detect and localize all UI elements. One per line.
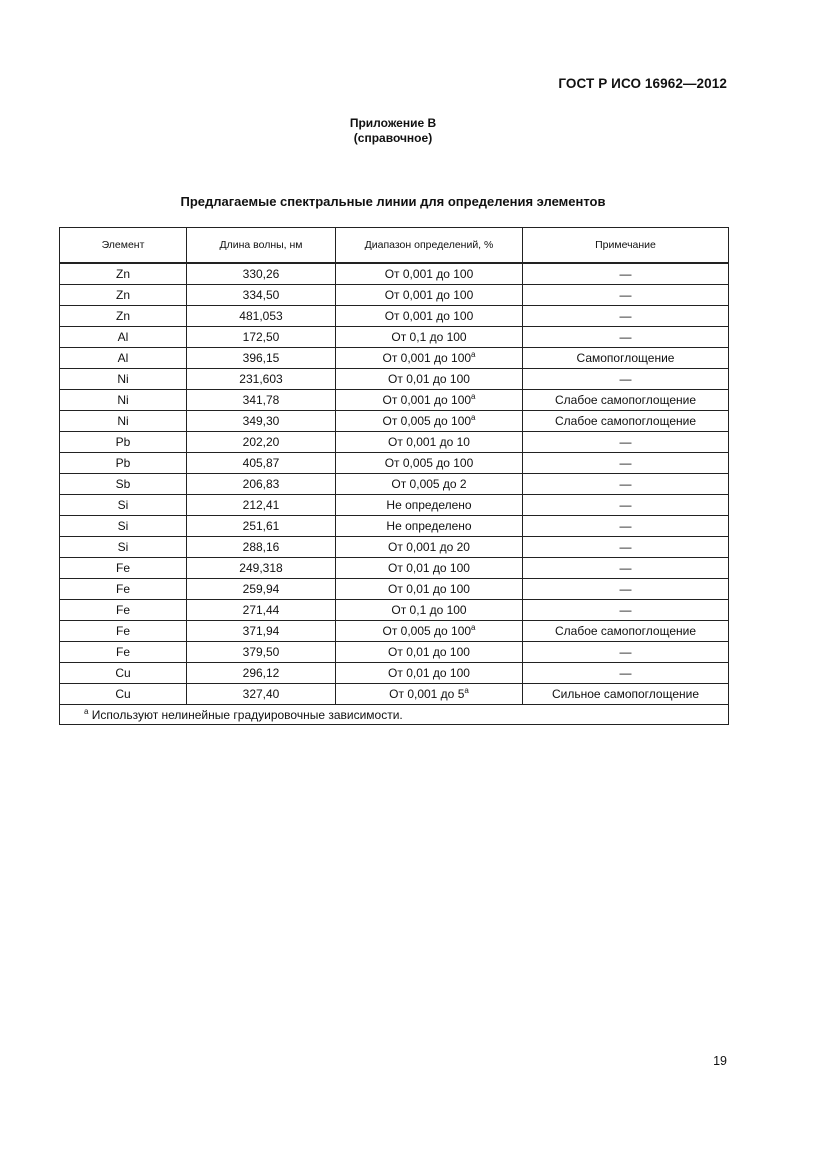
cell-element-value: Zn xyxy=(115,309,130,323)
cell-note xyxy=(523,263,729,285)
cell-wavelength xyxy=(187,663,336,684)
cell-range-value: От 0,001 до 100 xyxy=(384,309,474,323)
cell-range xyxy=(336,474,523,495)
table-row xyxy=(60,621,729,642)
cell-range xyxy=(336,327,523,348)
cell-range-value: От 0,001 до 100 xyxy=(384,288,474,302)
table-row xyxy=(60,558,729,579)
table-row xyxy=(60,411,729,432)
cell-note xyxy=(523,327,729,348)
cell-wavelength-value: 259,94 xyxy=(242,582,280,596)
table-row xyxy=(60,537,729,558)
cell-note-value: Слабое самопоглощение xyxy=(554,624,696,638)
cell-range-value: От 0,001 до 10 xyxy=(388,435,470,449)
cell-element xyxy=(60,495,187,516)
cell-range-value: От 0,005 до 2 xyxy=(391,477,467,491)
cell-range xyxy=(336,411,523,432)
cell-range-value: Не определено xyxy=(386,519,472,533)
cell-note xyxy=(523,474,729,495)
cell-range-value: От 0,005 до 100 xyxy=(382,624,472,638)
cell-wavelength-value: 231,603 xyxy=(239,372,283,386)
cell-element-value: Zn xyxy=(115,288,130,302)
footnote-ref-marker: a xyxy=(464,686,469,695)
table-row xyxy=(60,642,729,663)
cell-element xyxy=(60,600,187,621)
cell-wavelength-value: 296,12 xyxy=(242,666,280,680)
table-row xyxy=(60,263,729,285)
table-row xyxy=(60,432,729,453)
table-row xyxy=(60,684,729,705)
cell-element-value: Fe xyxy=(115,645,130,659)
cell-note xyxy=(523,285,729,306)
cell-note xyxy=(523,369,729,390)
cell-range xyxy=(336,516,523,537)
cell-element xyxy=(60,537,187,558)
cell-wavelength-value: 202,20 xyxy=(242,435,280,449)
cell-element-value: Al xyxy=(117,351,129,365)
cell-range xyxy=(336,663,523,684)
cell-element-value: Fe xyxy=(115,561,130,575)
cell-range-value: От 0,1 до 100 xyxy=(391,330,467,344)
cell-note xyxy=(523,579,729,600)
cell-element-value: Cu xyxy=(115,687,131,701)
table-body xyxy=(60,263,729,705)
cell-note-value: — xyxy=(619,666,632,680)
cell-note-value: — xyxy=(619,645,632,659)
cell-wavelength-value: 327,40 xyxy=(242,687,280,701)
cell-range xyxy=(336,537,523,558)
cell-element-value: Si xyxy=(117,519,129,533)
cell-element xyxy=(60,390,187,411)
cell-wavelength xyxy=(187,474,336,495)
table-row xyxy=(60,348,729,369)
cell-range xyxy=(336,285,523,306)
cell-range xyxy=(336,306,523,327)
table-row xyxy=(60,390,729,411)
cell-note xyxy=(523,432,729,453)
cell-element xyxy=(60,684,187,705)
cell-element xyxy=(60,474,187,495)
cell-element xyxy=(60,621,187,642)
footnote-ref-marker: a xyxy=(471,392,476,401)
cell-wavelength-value: 330,26 xyxy=(242,267,280,281)
cell-range xyxy=(336,600,523,621)
footnote-ref-marker: a xyxy=(471,623,476,632)
cell-note-value: — xyxy=(619,519,632,533)
cell-note-value: — xyxy=(619,372,632,386)
cell-range-value: От 0,001 до 100 xyxy=(382,351,472,365)
cell-range xyxy=(336,642,523,663)
cell-element-value: Fe xyxy=(115,582,130,596)
cell-note-value: — xyxy=(619,561,632,575)
cell-wavelength xyxy=(187,263,336,285)
cell-range-value: От 0,005 до 100 xyxy=(382,414,472,428)
cell-wavelength xyxy=(187,369,336,390)
cell-range xyxy=(336,495,523,516)
footnote-text: Используют нелинейные градуировочные зависимости. xyxy=(91,707,403,722)
cell-note-value: — xyxy=(619,330,632,344)
table-row xyxy=(60,285,729,306)
cell-element-value: Al xyxy=(117,330,129,344)
cell-wavelength-value: 396,15 xyxy=(242,351,280,365)
footnote-ref-marker: a xyxy=(471,350,476,359)
cell-element-value: Zn xyxy=(115,267,130,281)
cell-element xyxy=(60,663,187,684)
cell-range xyxy=(336,432,523,453)
footnote-row xyxy=(60,705,729,725)
table-row xyxy=(60,474,729,495)
cell-element-value: Si xyxy=(117,498,129,512)
cell-note-value: — xyxy=(619,435,632,449)
cell-wavelength-value: 206,83 xyxy=(242,477,280,491)
cell-wavelength xyxy=(187,327,336,348)
cell-note xyxy=(523,684,729,705)
cell-wavelength xyxy=(187,453,336,474)
cell-element-value: Fe xyxy=(115,624,130,638)
table-header-row xyxy=(60,228,729,264)
cell-range-value: От 0,01 до 100 xyxy=(388,645,470,659)
annex-subtitle: (справочное) xyxy=(353,131,433,145)
cell-wavelength-value: 481,053 xyxy=(239,309,283,323)
cell-wavelength xyxy=(187,495,336,516)
cell-note xyxy=(523,663,729,684)
table-row xyxy=(60,663,729,684)
annex-title: Приложение В xyxy=(349,116,437,130)
cell-element xyxy=(60,432,187,453)
cell-wavelength xyxy=(187,411,336,432)
cell-wavelength xyxy=(187,285,336,306)
cell-note-value: — xyxy=(619,498,632,512)
cell-wavelength-value: 334,50 xyxy=(242,288,280,302)
cell-note-value: — xyxy=(619,477,632,491)
cell-wavelength xyxy=(187,516,336,537)
cell-element-value: Cu xyxy=(115,666,131,680)
table-row xyxy=(60,495,729,516)
page-number: 19 xyxy=(713,1054,727,1068)
cell-element xyxy=(60,369,187,390)
annex-heading xyxy=(0,116,786,146)
cell-note xyxy=(523,495,729,516)
cell-range xyxy=(336,390,523,411)
cell-element-value: Ni xyxy=(117,414,129,428)
cell-range-value: От 0,01 до 100 xyxy=(388,582,470,596)
footnote-marker: a xyxy=(84,706,89,716)
cell-wavelength-value: 371,94 xyxy=(242,624,280,638)
cell-note xyxy=(523,306,729,327)
cell-element xyxy=(60,306,187,327)
cell-range xyxy=(336,558,523,579)
cell-element xyxy=(60,263,187,285)
cell-note-value: — xyxy=(619,582,632,596)
standard-identifier: ГОСТ Р ИСО 16962—2012 xyxy=(558,76,727,91)
cell-element xyxy=(60,579,187,600)
cell-wavelength xyxy=(187,579,336,600)
cell-wavelength xyxy=(187,306,336,327)
table-row xyxy=(60,369,729,390)
column-header-range: Диапазон определений, % xyxy=(336,228,523,264)
cell-wavelength-value: 341,78 xyxy=(242,393,280,407)
cell-note xyxy=(523,537,729,558)
cell-wavelength xyxy=(187,348,336,369)
cell-element-value: Si xyxy=(117,540,129,554)
cell-note xyxy=(523,390,729,411)
cell-element xyxy=(60,411,187,432)
cell-range-value: От 0,005 до 100 xyxy=(384,456,474,470)
cell-wavelength-value: 288,16 xyxy=(242,540,280,554)
cell-note-value: — xyxy=(619,540,632,554)
cell-element xyxy=(60,327,187,348)
cell-range xyxy=(336,263,523,285)
cell-element xyxy=(60,285,187,306)
cell-note-value: Сильное самопоглощение xyxy=(551,687,700,701)
cell-note xyxy=(523,453,729,474)
cell-element xyxy=(60,516,187,537)
table-row xyxy=(60,600,729,621)
cell-note-value: — xyxy=(619,267,632,281)
cell-range-value: От 0,1 до 100 xyxy=(391,603,467,617)
cell-note-value: — xyxy=(619,288,632,302)
cell-range xyxy=(336,621,523,642)
spectral-lines-table xyxy=(59,227,729,725)
cell-element-value: Pb xyxy=(115,456,131,470)
column-header-note: Примечание xyxy=(523,228,729,264)
cell-range xyxy=(336,579,523,600)
cell-range xyxy=(336,684,523,705)
cell-range xyxy=(336,369,523,390)
cell-note xyxy=(523,411,729,432)
cell-note-value: — xyxy=(619,603,632,617)
cell-element xyxy=(60,453,187,474)
cell-element-value: Fe xyxy=(115,603,130,617)
cell-note xyxy=(523,621,729,642)
cell-range-value: От 0,01 до 100 xyxy=(388,666,470,680)
cell-range xyxy=(336,348,523,369)
column-header-element: Элемент xyxy=(60,228,187,264)
table-row xyxy=(60,453,729,474)
cell-note xyxy=(523,600,729,621)
cell-wavelength xyxy=(187,684,336,705)
column-header-wavelength: Длина волны, нм xyxy=(187,228,336,264)
cell-wavelength xyxy=(187,621,336,642)
footnote xyxy=(60,705,729,725)
cell-note-value: — xyxy=(619,309,632,323)
table-row xyxy=(60,306,729,327)
cell-wavelength xyxy=(187,600,336,621)
cell-wavelength xyxy=(187,432,336,453)
cell-note xyxy=(523,642,729,663)
cell-range-value: От 0,01 до 100 xyxy=(388,561,470,575)
table-row xyxy=(60,327,729,348)
cell-wavelength-value: 212,41 xyxy=(242,498,280,512)
cell-note xyxy=(523,516,729,537)
cell-element-value: Ni xyxy=(117,372,129,386)
cell-note-value: — xyxy=(619,456,632,470)
cell-element xyxy=(60,642,187,663)
cell-wavelength-value: 251,61 xyxy=(242,519,280,533)
cell-wavelength-value: 349,30 xyxy=(242,414,280,428)
cell-note-value: Слабое самопоглощение xyxy=(554,414,696,428)
table-title: Предлагаемые спектральные линии для определения элементов xyxy=(180,194,606,209)
cell-wavelength-value: 172,50 xyxy=(242,330,280,344)
cell-note xyxy=(523,348,729,369)
cell-wavelength xyxy=(187,537,336,558)
cell-element xyxy=(60,558,187,579)
cell-element-value: Pb xyxy=(115,435,131,449)
cell-range-value: От 0,001 до 100 xyxy=(384,267,474,281)
cell-range-value: От 0,001 до 5 xyxy=(389,687,465,701)
cell-wavelength-value: 249,318 xyxy=(239,561,283,575)
cell-note-value: Слабое самопоглощение xyxy=(554,393,696,407)
cell-wavelength-value: 271,44 xyxy=(242,603,280,617)
cell-wavelength-value: 379,50 xyxy=(242,645,280,659)
cell-element-value: Sb xyxy=(115,477,131,491)
table-row xyxy=(60,579,729,600)
cell-note xyxy=(523,558,729,579)
cell-element xyxy=(60,348,187,369)
cell-wavelength xyxy=(187,390,336,411)
footnote-ref-marker: a xyxy=(471,413,476,422)
table-row xyxy=(60,516,729,537)
cell-wavelength xyxy=(187,642,336,663)
cell-range xyxy=(336,453,523,474)
cell-range-value: От 0,001 до 100 xyxy=(382,393,472,407)
cell-range-value: От 0,01 до 100 xyxy=(388,372,470,386)
cell-note-value: Самопоглощение xyxy=(576,351,675,365)
cell-range-value: Не определено xyxy=(386,498,472,512)
cell-wavelength-value: 405,87 xyxy=(242,456,280,470)
cell-element-value: Ni xyxy=(117,393,129,407)
cell-range-value: От 0,001 до 20 xyxy=(388,540,470,554)
cell-wavelength xyxy=(187,558,336,579)
